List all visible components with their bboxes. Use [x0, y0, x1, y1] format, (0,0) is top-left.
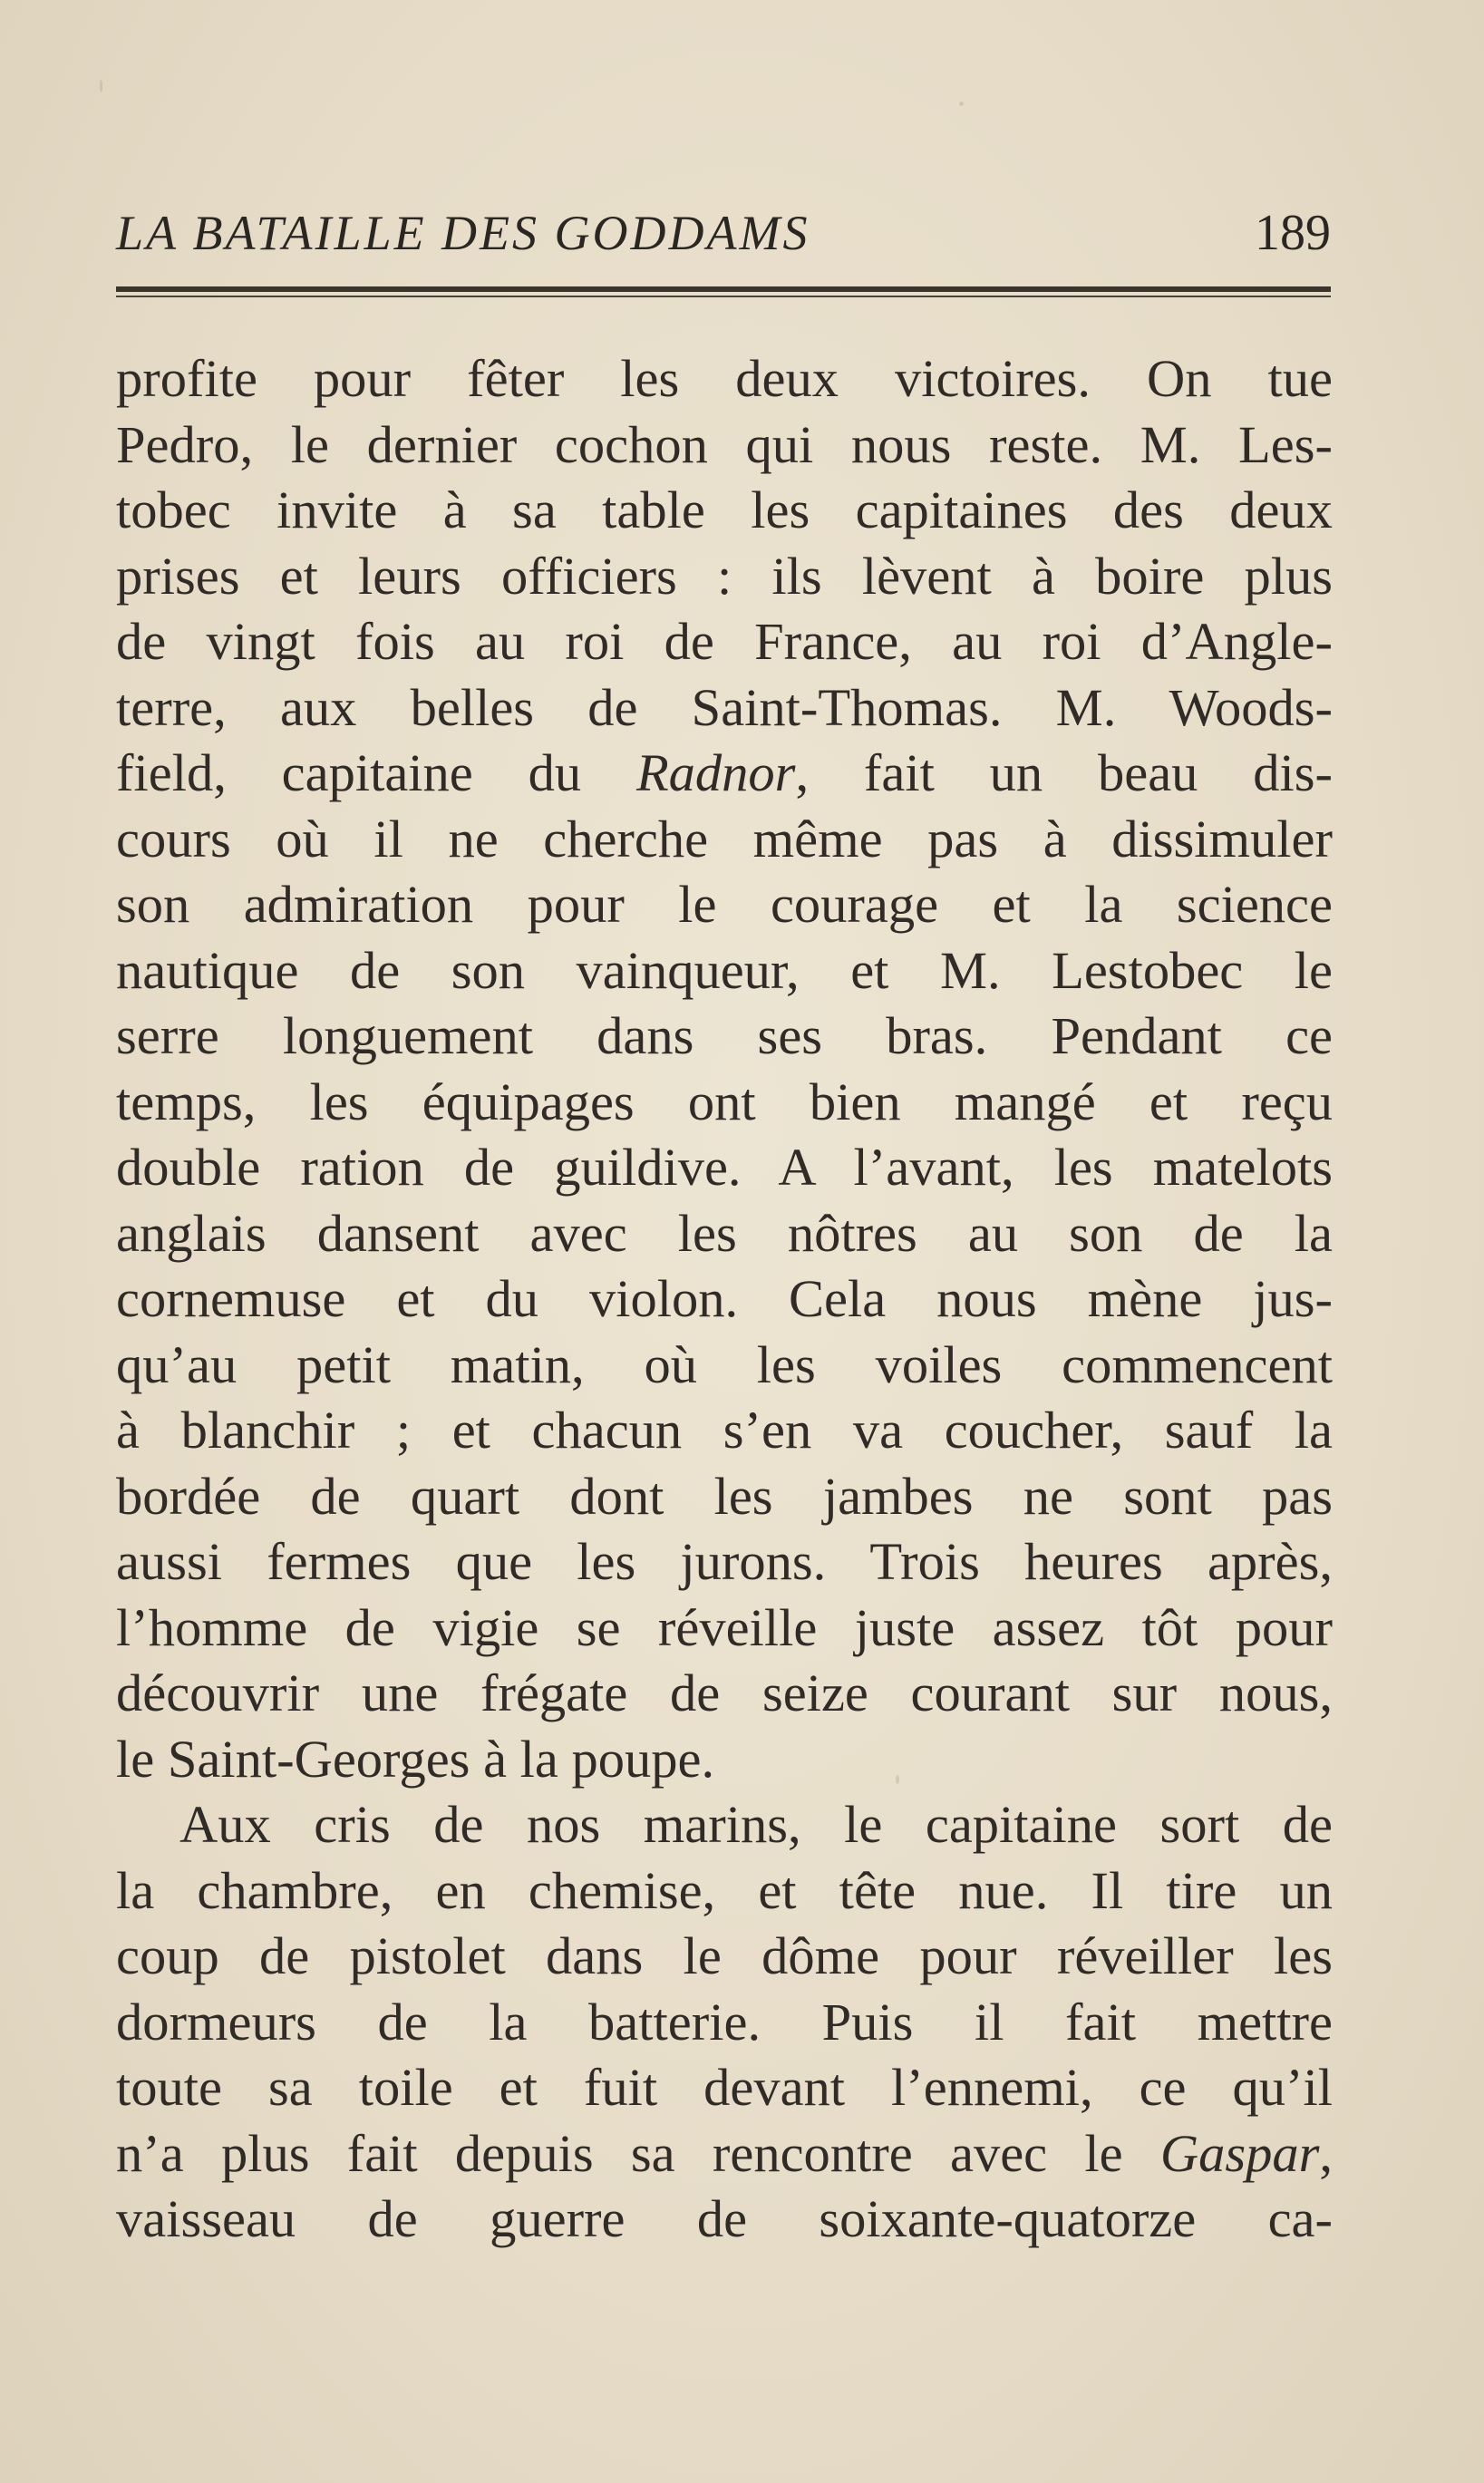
text-segment: , fait un beau dis-	[795, 743, 1333, 802]
text-line: tobec invite à sa table les capitaines des deux	[116, 480, 1333, 539]
text-line: de vingt fois au roi de France, au roi d’Angle-	[116, 612, 1333, 671]
paragraph-end-line: le Saint-Georges à la poupe.	[116, 1729, 715, 1789]
text-line: serre longuement dans ses bras. Pendant ce	[116, 1006, 1333, 1065]
text-line: toute sa toile et fuit devant l’ennemi, ce qu’il	[116, 2058, 1333, 2117]
text-line: profite pour fêter les deux victoires. On tue	[116, 349, 1333, 408]
text-line: dormeurs de la batterie. Puis il fait mettre	[116, 1992, 1333, 2051]
text-line: cornemuse et du violon. Cela nous mène jus-	[116, 1269, 1333, 1328]
text-segment: ,	[1319, 2123, 1333, 2183]
page-number: 189	[1255, 205, 1331, 261]
text-line: double ration de guildive. A l’avant, les matelots	[116, 1138, 1333, 1197]
text-line: qu’au petit matin, où les voiles commencent	[116, 1334, 1333, 1394]
paper-speck	[959, 102, 964, 106]
text-line: la chambre, en chemise, et tête nue. Il tire un	[116, 1860, 1333, 1920]
ship-name-radnor: Radnor	[635, 743, 796, 802]
text-line: coup de pistolet dans le dôme pour réveiller les	[116, 1926, 1333, 1985]
text-line: prises et leurs officiers : ils lèvent à boire plus	[116, 546, 1333, 606]
text-line: anglais dansent avec les nôtres au son de la	[116, 1203, 1333, 1263]
text-line: son admiration pour le courage et la science	[116, 875, 1333, 934]
text-line: à blanchir ; et chacun s’en va coucher, sauf la	[116, 1401, 1333, 1460]
text-line: bordée de quart dont les jambes ne sont pas	[116, 1466, 1333, 1526]
paper-speck	[896, 1775, 899, 1784]
text-segment: n’a plus fait depuis sa rencontre avec le	[116, 2123, 1160, 2183]
text-line: cours où il ne cherche même pas à dissimuler	[116, 809, 1333, 868]
running-header	[116, 201, 1331, 265]
ship-name-gaspar: Gaspar	[1159, 2123, 1320, 2183]
text-segment: field, capitaine du	[116, 743, 636, 802]
header-rule-thin	[116, 296, 1331, 297]
text-line: Pedro, le dernier cochon qui nous reste. M. Les-	[116, 414, 1333, 474]
text-line: découvrir une frégate de seize courant sur nous,	[116, 1663, 1333, 1722]
text-line	[116, 2121, 1333, 2187]
text-line	[116, 741, 1333, 807]
text-line: nautique de son vainqueur, et M. Lestobec le	[116, 940, 1333, 1000]
paper-speck	[100, 80, 102, 92]
text-line: vaisseau de guerre de soixante-quatorze ca-	[116, 2189, 1333, 2248]
text-line: temps, les équipages ont bien mangé et reçu	[116, 1072, 1333, 1131]
paragraph-start-line: Aux cris de nos marins, le capitaine sort de	[179, 1795, 1333, 1854]
text-line: aussi fermes que les jurons. Trois heures après,	[116, 1532, 1333, 1591]
body-text	[116, 346, 1333, 2253]
header-rule-thick	[116, 286, 1331, 292]
text-line: l’homme de vigie se réveille juste assez tôt pour	[116, 1597, 1333, 1657]
running-title: LA BATAILLE DES GODDAMS	[116, 206, 810, 260]
text-line: terre, aux belles de Saint-Thomas. M. Woods-	[116, 677, 1333, 737]
